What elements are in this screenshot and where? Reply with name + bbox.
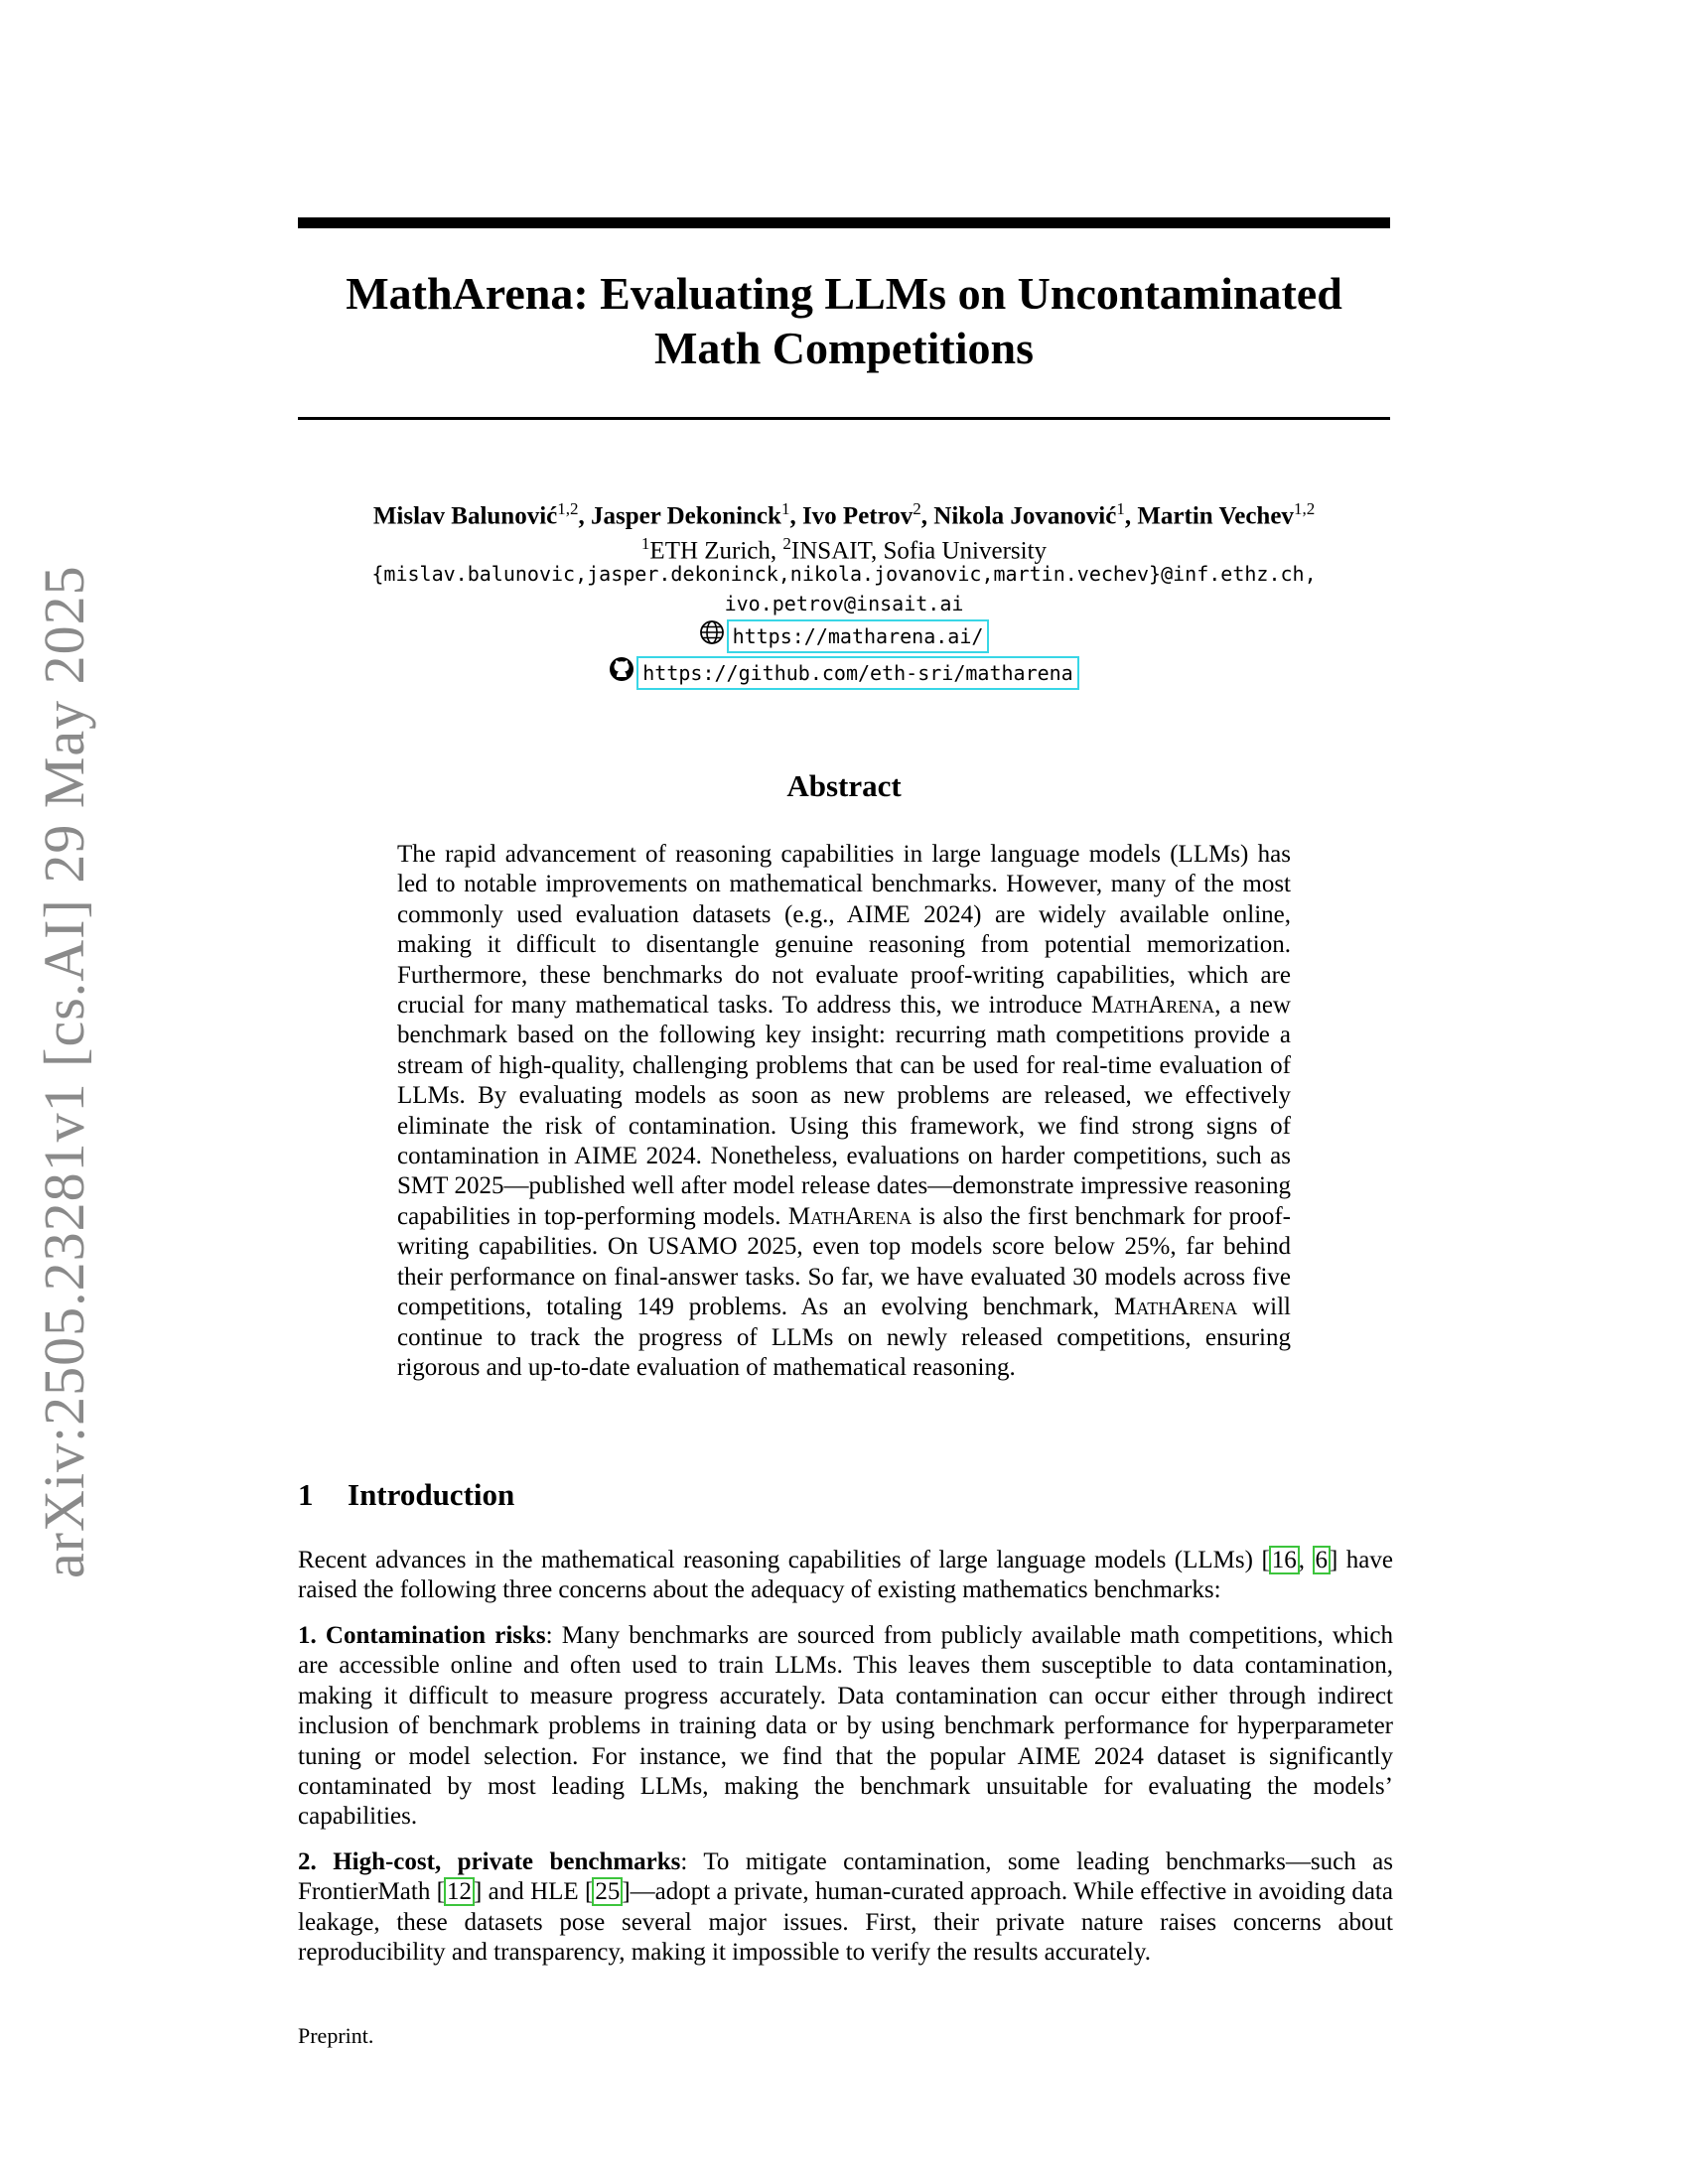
citation-link[interactable]: 16 (1271, 1547, 1297, 1573)
author-affiliation-marker: 1,2 (557, 499, 579, 518)
point-text: : To mitigate contamination, some leading benchmarks—such as FrontierMath (298, 1848, 1393, 1906)
point-label: 2. High-cost, private benchmarks (298, 1848, 681, 1875)
title-line-1: MathArena: Evaluating LLMs on Uncontaminated (346, 268, 1342, 319)
website-link-row (298, 619, 1390, 653)
point-text: —adopt a private, human-curated approach. While effective in avoiding data leakage, these datasets pose several major issues. First, their private nature raises concerns about reproducibility and transparency, making it impossible to verify the results accurately. (298, 1878, 1393, 1967)
github-link-row (298, 656, 1390, 690)
citation-link[interactable]: 25 (595, 1878, 621, 1906)
preprint-footer: Preprint. (298, 2023, 374, 2048)
intro-paragraph: Recent advances in the mathematical reasoning capabilities of large language models (LLMs) [16, 6] have raised the following three concerns about the adequacy of existing mathematics benchmarks: (298, 1547, 1394, 1604)
abstract-text (397, 840, 1291, 1383)
abstract-text-part: , a new benchmark based on the following key insight: recurring math competitions provide a stream of high-quality, challenging problems that can be used for real-time evaluation of LLMs. By evaluating models as soon as new problems are released, we effectively eliminate the risk of contamination. Using this framework, we find strong signs of contamination in AIME 2024. Nonetheless, evaluations on harder competitions, such as SMT 2025—published well after model release dates—demonstrate impressive reasoning capabilities in top-performing models. (397, 992, 1291, 1230)
abstract-text-part: will continue to track the progress of LLMs on newly released competitions, ensuring rigorous and up-to-date evaluation of mathematical reasoning. (397, 1294, 1291, 1381)
title-bottom-rule (298, 417, 1390, 420)
intro-text: Recent advances in the mathematical reasoning capabilities of large language models (LLMs) (298, 1547, 1262, 1573)
paper-title (298, 266, 1390, 375)
author-name: Nikola Jovanović (933, 502, 1117, 530)
globe-icon (699, 619, 725, 653)
citation-link[interactable]: 12 (446, 1878, 472, 1906)
intro-text: have raised the following three concerns about the adequacy of existing mathematics benchmarks: (298, 1547, 1394, 1604)
abstract-heading: Abstract (786, 768, 902, 803)
author-affiliation-marker: 1 (780, 499, 790, 518)
benchmark-name: MathArena (787, 1202, 913, 1230)
author-name: Ivo Petrov (801, 502, 914, 530)
author-name: Jasper Dekoninck (591, 502, 781, 530)
author-name: Mislav Balunović (372, 502, 558, 530)
private-benchmarks-paragraph: 2. High-cost, private benchmarks: To mitigate contamination, some leading benchmarks—such as FrontierMath [12] and HLE [25]—adopt a private, human-curated approach. While effective in avoiding data leakage, these datasets pose several major issues. First, their private nature raises concerns about reproducibility and transparency, making it impossible to verify the results accurately. (298, 1848, 1393, 1967)
point-label: 1. Contamination risks (298, 1622, 546, 1649)
section-title: Introduction (348, 1477, 515, 1512)
section-heading-introduction (298, 1475, 514, 1515)
author-affiliation-marker: 1 (1116, 499, 1125, 518)
abstract-text-part: The rapid advancement of reasoning capabilities in large language models (LLMs) has led to notable improvements on mathematical benchmarks. However, many of the most commonly used evaluation datasets (e.g., AIME 2024) are widely available online, making it difficult to disentangle genuine reasoning from potential memorization. Furthermore, these benchmarks do not evaluate proof-writing capabilities, which are crucial for many mathematical tasks. To address this, we introduce (397, 841, 1291, 1020)
author-affiliation-marker: 2 (913, 499, 921, 518)
affiliation-name: INSAIT, Sofia University (790, 537, 1048, 565)
title-top-rule (298, 217, 1390, 228)
author-emails (298, 559, 1390, 618)
point-text: and HLE (482, 1878, 586, 1906)
contamination-paragraph (298, 1621, 1393, 1833)
abstract-text-part: is also the first benchmark for proof-writing capabilities. On USAMO 2025, even top models score below 25%, far behind their performance on final-answer tasks. So far, we have evaluated 30 models across five competitions, totaling 149 problems. As an evolving benchmark, (397, 1202, 1291, 1321)
title-line-2: Math Competitions (653, 323, 1035, 373)
email-line: {mislav.balunovic,jasper.dekoninck,nikola.jovanovic,martin.vechev}@inf.ethz.ch, (371, 562, 1317, 586)
author-affiliation-marker: 1,2 (1293, 499, 1316, 518)
affiliations: $^1$ETH Zurich, $^2$INSAIT, Sofia University (640, 534, 1048, 565)
section-number: 1 (298, 1477, 314, 1512)
affiliation-name: ETH Zurich (649, 537, 771, 565)
github-link[interactable]: https://github.com/eth-sri/matharena (636, 656, 1078, 690)
author-name: Martin Vechev (1137, 502, 1294, 530)
benchmark-name: MathArena (1090, 992, 1215, 1020)
author-list: Mislav Balunović$^{1,2}$, Jasper Dekoninck$^1$, Ivo Petrov$^2$, Nikola Jovanović$^1$, Martin Vechev$^{1,2}$ (372, 499, 1316, 530)
benchmark-name: MathArena (1113, 1294, 1238, 1321)
github-icon (609, 656, 634, 690)
affiliation-marker: 2 (782, 534, 791, 553)
point-text: : Many benchmarks are sourced from publicly available math competitions, which are accessible online and often used to train LLMs. This leaves them susceptible to data contamination, making it difficult to measure progress accurately. Data contamination can occur either through indirect inclusion of benchmark problems in training data or by using benchmark performance for hyperparameter tuning or model selection. For instance, we find that the popular AIME 2024 dataset is significantly contaminated by most leading LLMs, making the benchmark unsuitable for evaluating the models’ capabilities. (298, 1622, 1394, 1831)
email-line: ivo.petrov@insait.ai (724, 592, 964, 615)
citation-link[interactable]: 6 (1315, 1547, 1328, 1573)
website-link[interactable]: https://matharena.ai/ (727, 619, 990, 653)
arxiv-identifier-stamp: arXiv:2505.23281v1 [cs.AI] 29 May 2025 (32, 565, 96, 1578)
affiliation-marker: 1 (640, 534, 650, 553)
